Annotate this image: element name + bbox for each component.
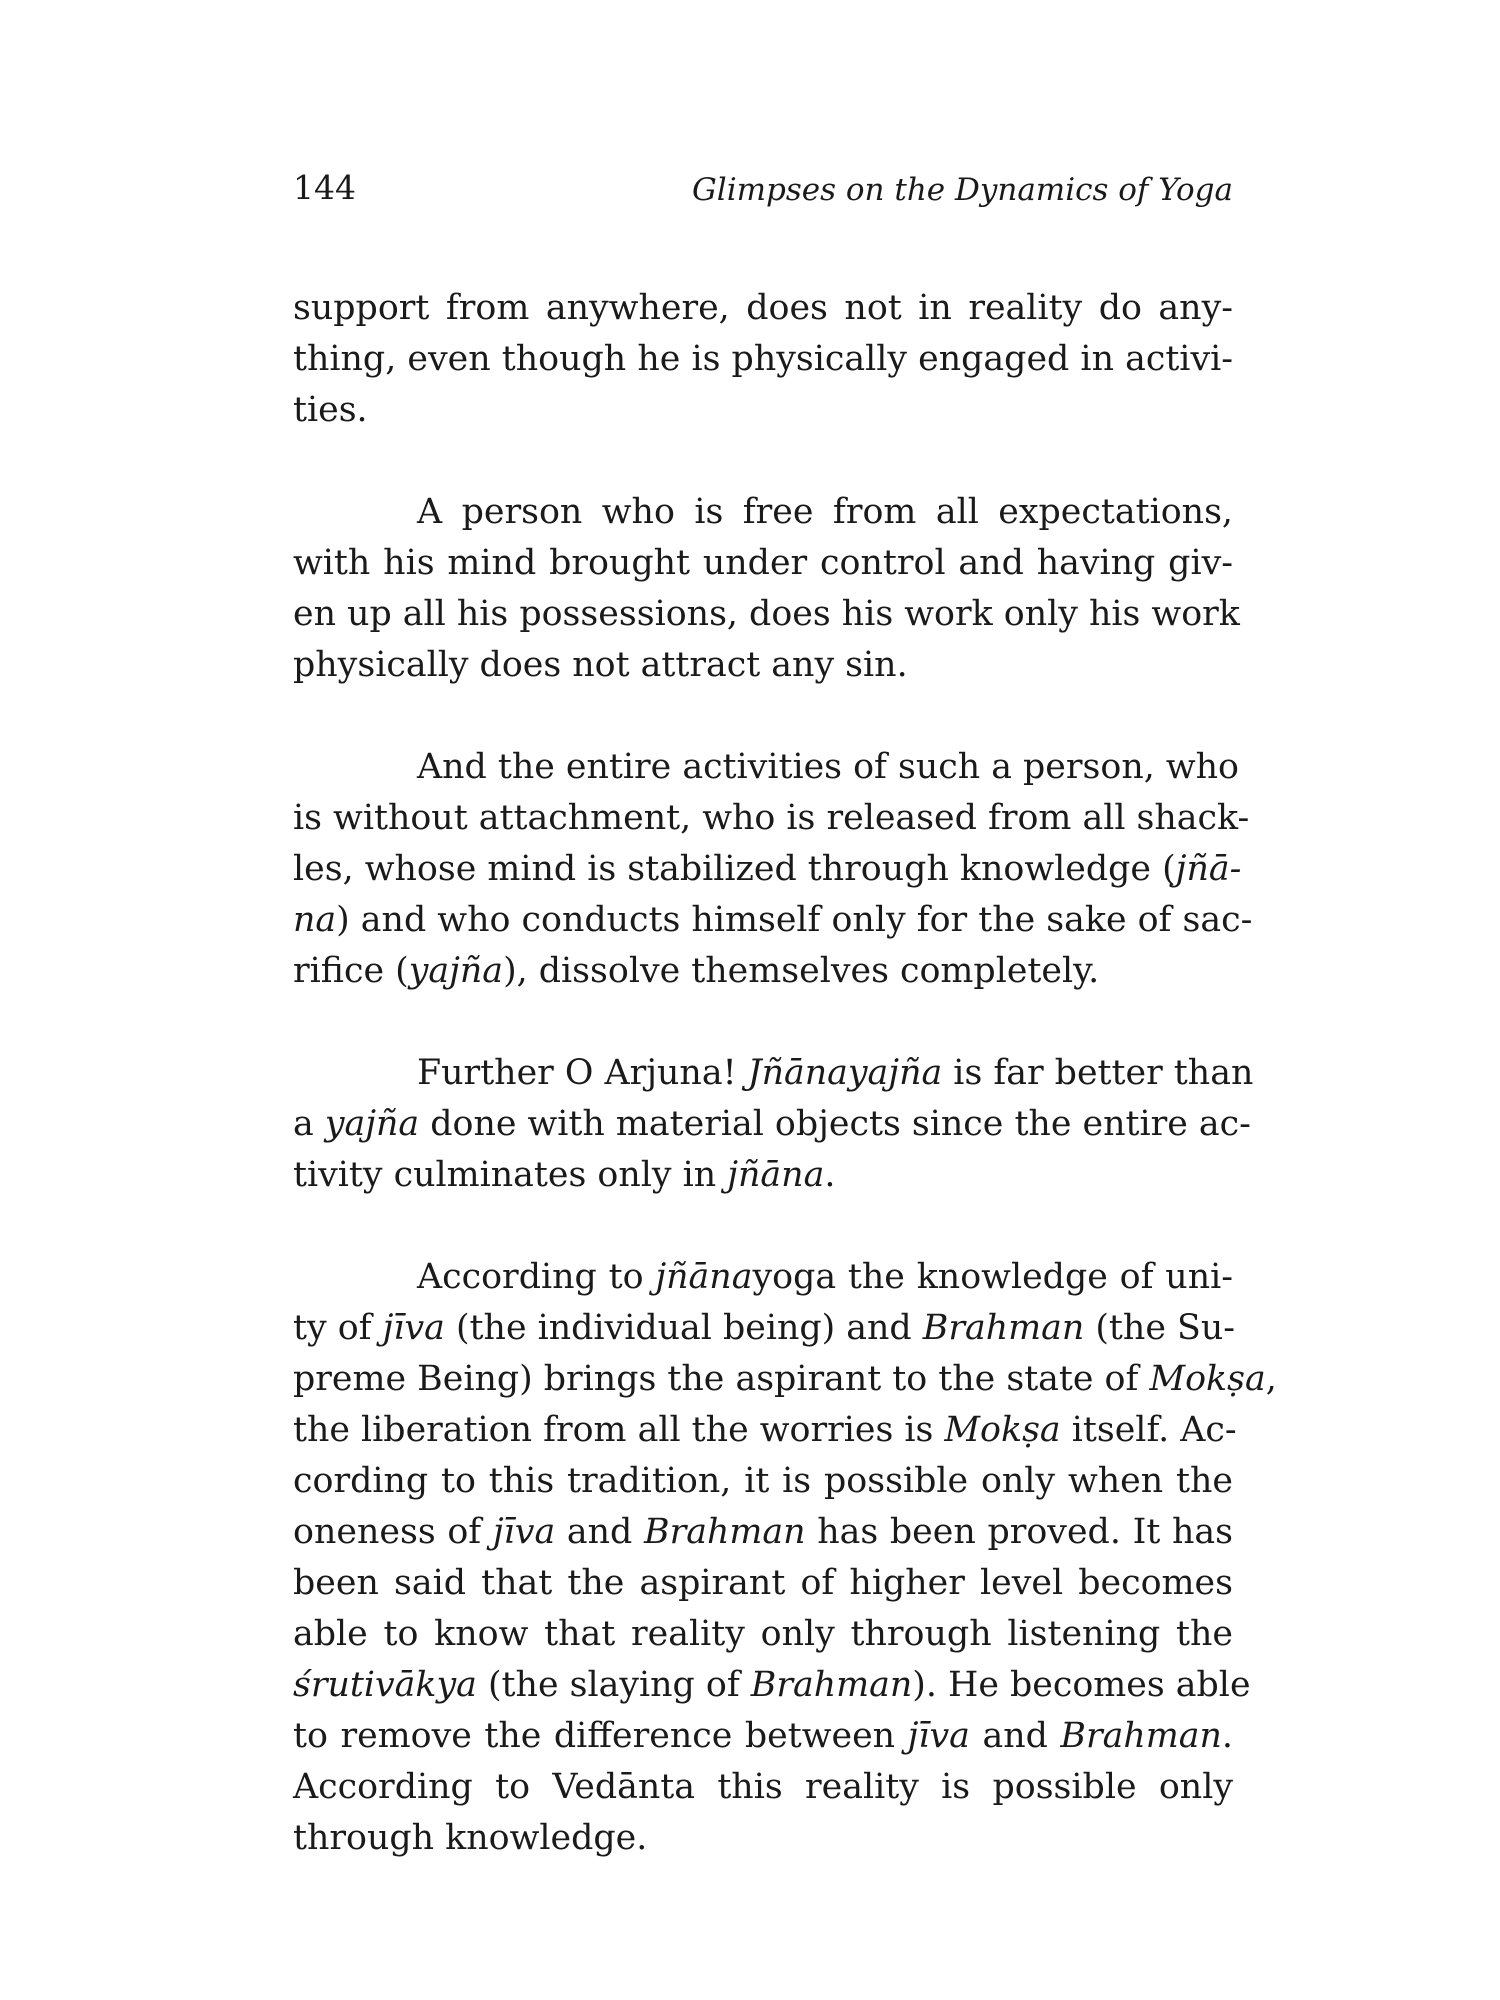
text-line: the liberation from all the worries is Mokṣa itself. Ac- (293, 1410, 1237, 1450)
sanskrit-term: Mokṣa (944, 1410, 1061, 1450)
text-line: tivity culminates only in jñāna. (293, 1155, 836, 1195)
text-line: thing, even though he is physically engaged in activi- (293, 339, 1233, 379)
sanskrit-term: jñāna (727, 1155, 825, 1195)
paragraph-3 (293, 742, 1253, 997)
sanskrit-term: jñā- (1175, 849, 1242, 889)
text-line: And the entire activities of such a person, who (417, 747, 1239, 787)
sanskrit-term: jñāna (655, 1257, 753, 1297)
sanskrit-term: jīva (382, 1308, 445, 1348)
text-line: les, whose mind is stabilized through knowledge (jñā- (293, 849, 1242, 889)
running-head (293, 166, 1233, 214)
text-line: According to Vedānta this reality is possible only (293, 1767, 1233, 1807)
book-title: Glimpses on the Dynamics of Yoga (692, 172, 1233, 208)
text-line: physically does not attract any sin. (293, 645, 908, 685)
sanskrit-term: yajña (408, 951, 504, 991)
text-line: preme Being) brings the aspirant to the state of Mokṣa, (293, 1359, 1277, 1399)
sanskrit-term: śrutivākya (293, 1665, 477, 1705)
text-line: able to know that reality only through listening the (293, 1614, 1233, 1654)
sanskrit-term: jīva (492, 1512, 556, 1552)
sanskrit-term: Brahman (1060, 1716, 1222, 1756)
body-text (293, 283, 1277, 1893)
paragraph-1 (293, 283, 1233, 436)
paragraph-5 (293, 1252, 1277, 1864)
text-line: rifice (yajña), dissolve themselves completely. (293, 951, 1100, 991)
text-line: A person who is free from all expectations, (417, 492, 1233, 532)
sanskrit-term: Brahman (922, 1308, 1085, 1348)
text-line: a yajña done with material objects since the entire ac- (293, 1104, 1251, 1144)
text-line: is without attachment, who is released from all shack- (293, 798, 1250, 838)
page-number: 144 (293, 168, 356, 207)
text-line: oneness of jīva and Brahman has been proved. It has (293, 1512, 1233, 1552)
text-line: ty of jīva (the individual being) and Brahman (the Su- (293, 1308, 1235, 1348)
text-line: been said that the aspirant of higher level becomes (293, 1563, 1233, 1603)
paragraph-2 (293, 487, 1240, 691)
paragraph-4 (293, 1048, 1254, 1201)
sanskrit-term: yajña (324, 1104, 420, 1144)
text-line: na) and who conducts himself only for the sake of sac- (293, 900, 1253, 940)
text-line: en up all his possessions, does his work only his work (293, 594, 1240, 634)
text-line: ties. (293, 390, 368, 430)
text-line: Further O Arjuna! Jñānayajña is far better than (417, 1053, 1254, 1093)
text-line: to remove the difference between jīva and Brahman. (293, 1716, 1233, 1756)
sanskrit-term: jīva (907, 1716, 970, 1756)
text-line: śrutivākya (the slaying of Brahman). He becomes able (293, 1665, 1251, 1705)
text-line: According to jñānayoga the knowledge of uni- (417, 1257, 1233, 1297)
sanskrit-term: Jñānayajña (747, 1053, 943, 1093)
sanskrit-term: Mokṣa (1149, 1359, 1266, 1399)
sanskrit-term: Brahman (644, 1512, 806, 1552)
text-line: with his mind brought under control and having giv- (293, 543, 1233, 583)
text-line: through knowledge. (293, 1818, 648, 1858)
sanskrit-term: Brahman (750, 1665, 913, 1705)
text-line: support from anywhere, does not in reality do any- (293, 288, 1233, 328)
text-line: cording to this tradition, it is possible only when the (293, 1461, 1233, 1501)
sanskrit-term: na (293, 900, 337, 940)
